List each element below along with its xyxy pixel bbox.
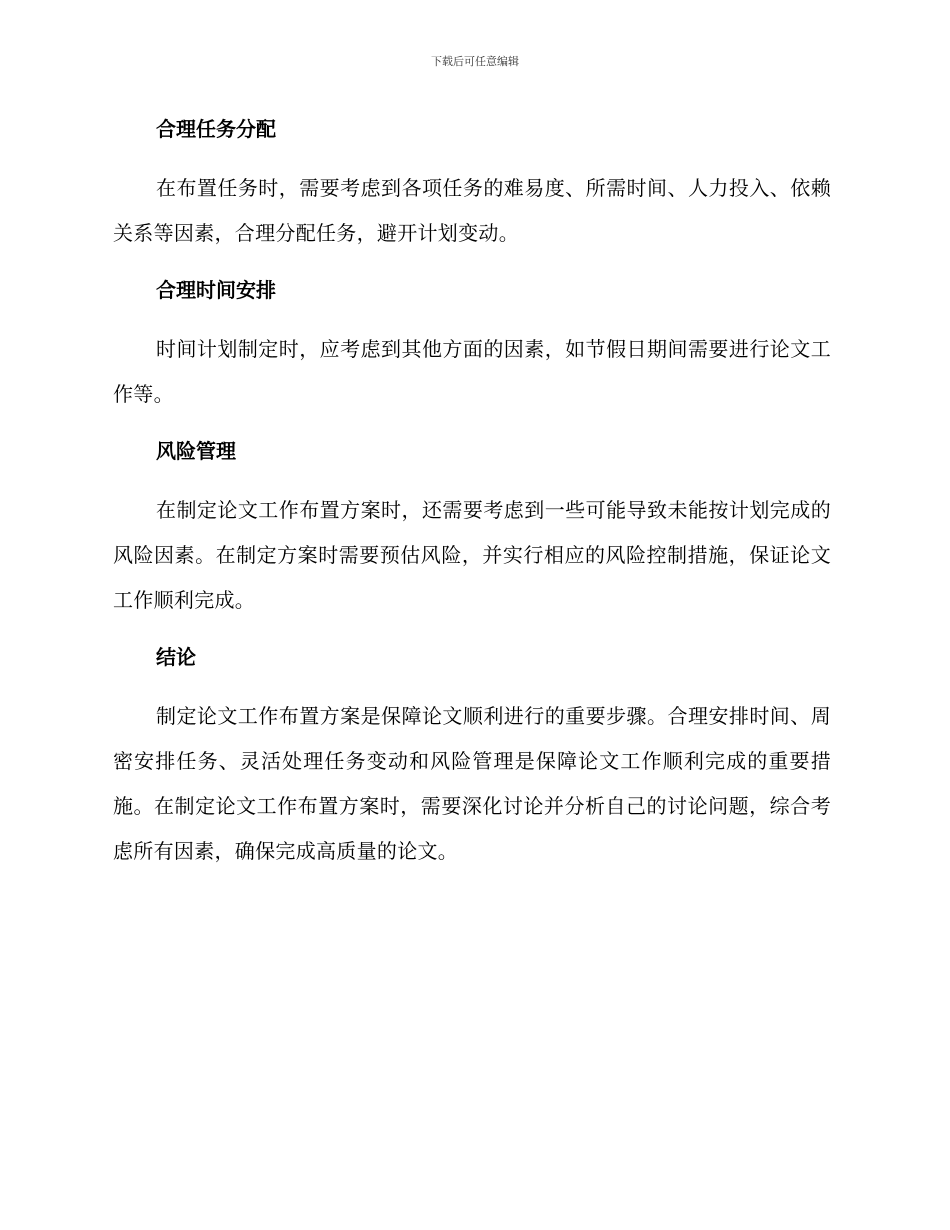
section-heading-time-arrangement: 合理时间安排 [156, 278, 276, 302]
section-paragraph-time-arrangement: 时间计划制定时，应考虑到其他方面的因素，如节假日期间需要进行论文工作等。 [113, 337, 831, 406]
section-paragraph-risk-management: 在制定论文工作布置方案时，还需要考虑到一些可能导致未能按计划完成的风险因素。在制定方案时需要预估风险，并实行相应的风险控制措施，保证论文工作顺利完成。 [113, 498, 831, 612]
section-heading-conclusion: 结论 [156, 645, 196, 669]
section-paragraph-conclusion: 制定论文工作布置方案是保障论文顺利进行的重要步骤。合理安排时间、周密安排任务、灵活处理任务变动和风险管理是保障论文工作顺利完成的重要措施。在制定论文工作布置方案时，需要深化讨论并分析自己的讨论问题，综合考虑所有因素，确保完成高质量的论文。 [113, 704, 831, 863]
section-paragraph-task-allocation: 在布置任务时，需要考虑到各项任务的难易度、所需时间、人力投入、依赖关系等因素，合理分配任务，避开计划变动。 [113, 176, 831, 245]
section-heading-risk-management: 风险管理 [156, 439, 236, 463]
section-heading-task-allocation: 合理任务分配 [156, 117, 276, 141]
page-header: 下载后可任意编辑 [431, 55, 519, 68]
document-body [113, 107, 831, 874]
